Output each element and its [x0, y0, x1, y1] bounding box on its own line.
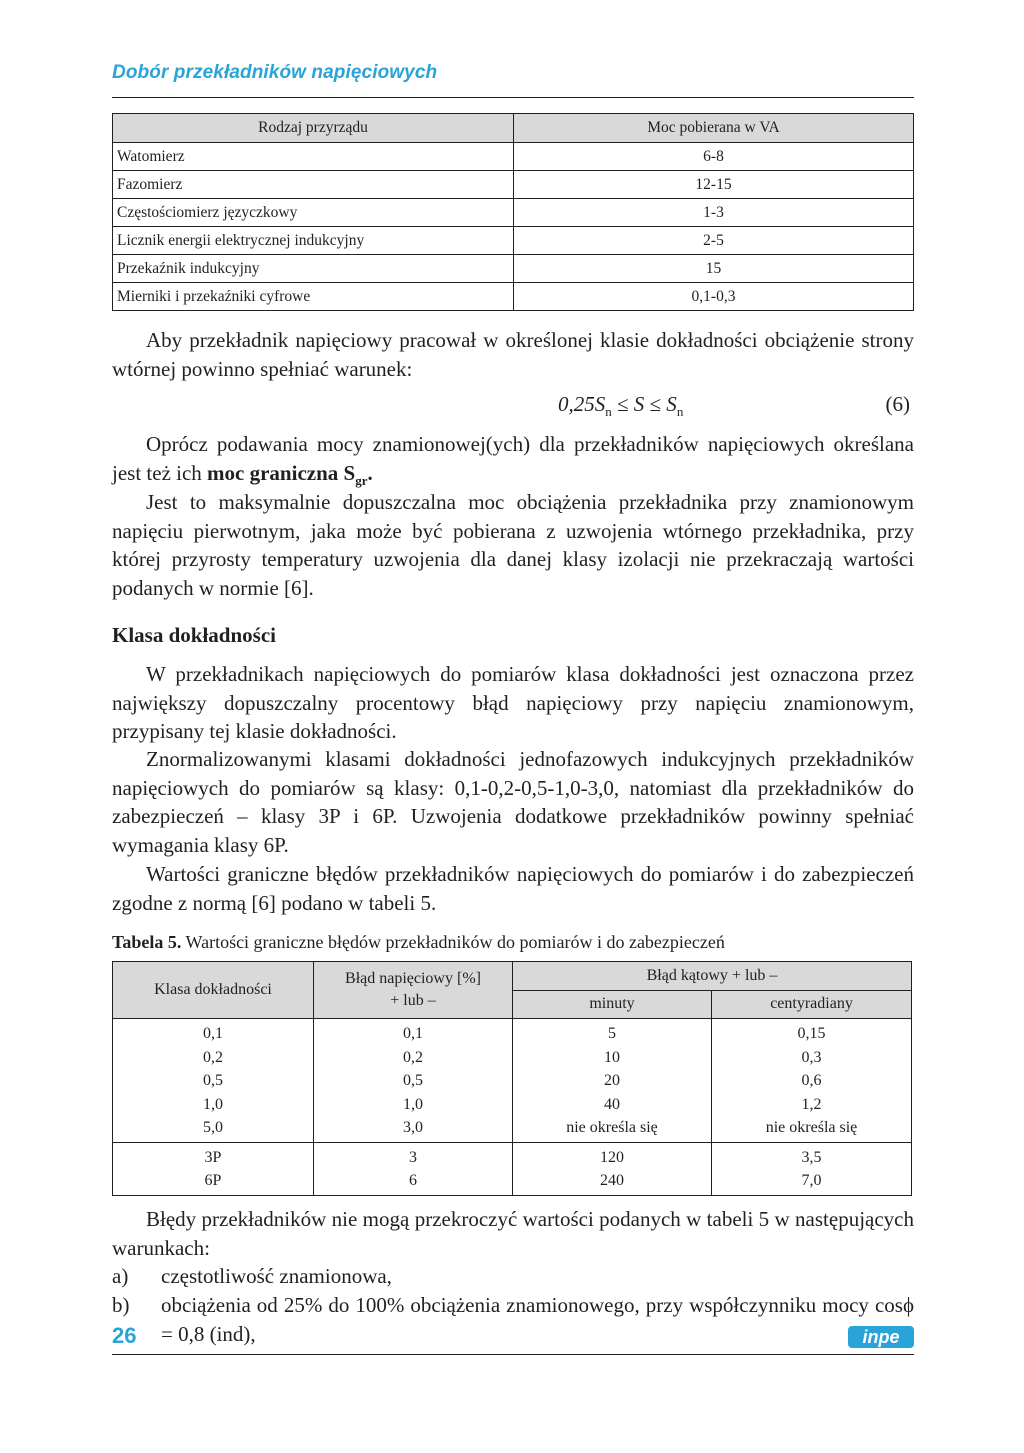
- table-cell: Watomierz: [113, 143, 514, 171]
- header-line: Błąd napięciowy [%]: [345, 970, 481, 987]
- table-row: [113, 283, 914, 311]
- table-cell: Licznik energii elektrycznej indukcyjny: [113, 227, 514, 255]
- equation-formula: [558, 392, 683, 420]
- section-heading-accuracy-class: Klasa dokładności: [112, 623, 276, 647]
- list-label: b): [112, 1293, 130, 1317]
- table-cell: 3 6: [314, 1142, 513, 1195]
- equation-number: (6): [885, 392, 910, 416]
- equation-subscript: n: [605, 404, 612, 420]
- table-cell: 0,15 0,3 0,6 1,2 nie określa się: [712, 1019, 912, 1143]
- paragraph-text: Znormalizowanymi klasami dokładności jednofazowych indukcyjnych przekładników napięciowych do pomiarów są klasy: 0,1-0,2-0,5-1,0-3,0, natomiast dla przekładników do zabezpieczeń – klasy 3P i 6P. Uzwojenia dodatkowe przekładników powinny spełniać wymagania klasy 6P.: [112, 747, 914, 857]
- table-row: [113, 143, 914, 171]
- table-row: [113, 227, 914, 255]
- table5-header-angle-error: Błąd kątowy + lub –: [513, 962, 912, 991]
- footer-rule: [112, 1354, 914, 1355]
- term-period: .: [367, 460, 373, 485]
- table-cell: 3P 6P: [113, 1142, 314, 1195]
- table-cell: 15: [514, 255, 914, 283]
- table-cell: 3,5 7,0: [712, 1142, 912, 1195]
- inpe-logo: [848, 1320, 914, 1352]
- running-head-title: Dobór przekładników napięciowych: [112, 62, 438, 83]
- table-cell: 1-3: [514, 199, 914, 227]
- caption-label: Tabela 5.: [112, 932, 182, 952]
- list-text: częstotliwość znamionowa,: [161, 1264, 392, 1288]
- table5-header-minutes: minuty: [513, 990, 712, 1019]
- equation-subscript: n: [676, 404, 684, 420]
- paragraph-text: Błędy przekładników nie mogą przekroczyć wartości podanych w tabeli 5 w następujących warunkach:: [112, 1207, 914, 1260]
- table-cell: 5 10 20 40 nie określa się: [513, 1019, 712, 1143]
- table5-header-voltage-error: [314, 962, 513, 1019]
- table1-header-instrument: Rodzaj przyrządu: [113, 114, 514, 143]
- paragraph-limit-power: [112, 488, 914, 602]
- table-cell: Mierniki i przekaźniki cyfrowe: [113, 283, 514, 311]
- term-subscript: gr: [355, 472, 368, 488]
- paragraph-text: Oprócz podawania mocy znamionowej(ych) dla przekładników napięciowych określana jest też ich: [112, 432, 914, 485]
- table-row: [113, 171, 914, 199]
- caption-text: Wartości graniczne błędów przekładników do pomiarów i do zabezpieczeń: [181, 932, 725, 952]
- table5-caption: [112, 932, 725, 953]
- table1-header-power: Moc pobierana w VA: [514, 114, 914, 143]
- paragraph-rated-power: [112, 430, 914, 495]
- paragraph-accuracy-definition: [112, 660, 914, 746]
- paragraph-load-condition: [112, 326, 914, 383]
- table-row: [113, 1142, 912, 1195]
- paragraph-text: Jest to maksymalnie dopuszczalna moc obciążenia przekładnika przy znamionowym napięciu pierwotnym, jaka może być pobierana z uzwojenia wtórnego przekładnika, przy której przyrosty temperatury uzwojenia dla danej klasy izolacji nie przekraczają wartości podanych w normie [6].: [112, 490, 914, 600]
- table-row: [113, 255, 914, 283]
- header-rule: [112, 97, 914, 98]
- page-number: 26: [112, 1323, 137, 1348]
- paragraph-text: Wartości graniczne błędów przekładników napięciowych do pomiarów i do zabezpieczeń zgodne z normą [6] podano w tabeli 5.: [112, 862, 914, 915]
- power-consumption-table: [112, 113, 914, 311]
- paragraph-text: W przekładnikach napięciowych do pomiarów klasa dokładności jest oznaczona przez największy dopuszczalny procentowy błąd napięciowy przy napięciu znamionowym, przypisany tej klasie dokładności.: [112, 662, 914, 743]
- equation-part: 0,25S: [558, 392, 606, 416]
- list-item: [112, 1262, 914, 1291]
- table-cell: 6-8: [514, 143, 914, 171]
- header-line: + lub –: [390, 992, 436, 1009]
- list-item: [112, 1291, 914, 1348]
- table-row: [113, 1019, 912, 1143]
- table-cell: 12-15: [514, 171, 914, 199]
- table-cell: 0,1-0,3: [514, 283, 914, 311]
- list-label: a): [112, 1264, 129, 1288]
- table-cell: Częstościomierz języczkowy: [113, 199, 514, 227]
- table-cell: 2-5: [514, 227, 914, 255]
- bold-term: moc graniczna S: [207, 460, 356, 485]
- table-cell: Fazomierz: [113, 171, 514, 199]
- table-cell: 0,1 0,2 0,5 1,0 5,0: [113, 1019, 314, 1143]
- list-text: obciążenia od 25% do 100% obciążenia znamionowego, przy współczynniku mocy cosϕ = 0,8 (ind),: [161, 1293, 914, 1346]
- paragraph-standard-classes: [112, 745, 914, 859]
- svg-text:inpe: inpe: [862, 1327, 900, 1347]
- paragraph-limit-values: [112, 860, 914, 917]
- error-limits-table: [112, 961, 912, 1196]
- paragraph-text: Aby przekładnik napięciowy pracował w określonej klasie dokładności obciążenie strony wtórnej powinno spełniać warunek:: [112, 328, 914, 381]
- table5-header-centiradians: centyradiany: [712, 990, 912, 1019]
- table5-header-class: Klasa dokładności: [113, 962, 314, 1019]
- paragraph-conditions: [112, 1205, 914, 1262]
- table-cell: 120 240: [513, 1142, 712, 1195]
- table-cell: Przekaźnik indukcyjny: [113, 255, 514, 283]
- equation-6: [112, 392, 914, 422]
- table-cell: 0,1 0,2 0,5 1,0 3,0: [314, 1019, 513, 1143]
- table-row: [113, 199, 914, 227]
- equation-part: ≤ S ≤ S: [611, 392, 677, 416]
